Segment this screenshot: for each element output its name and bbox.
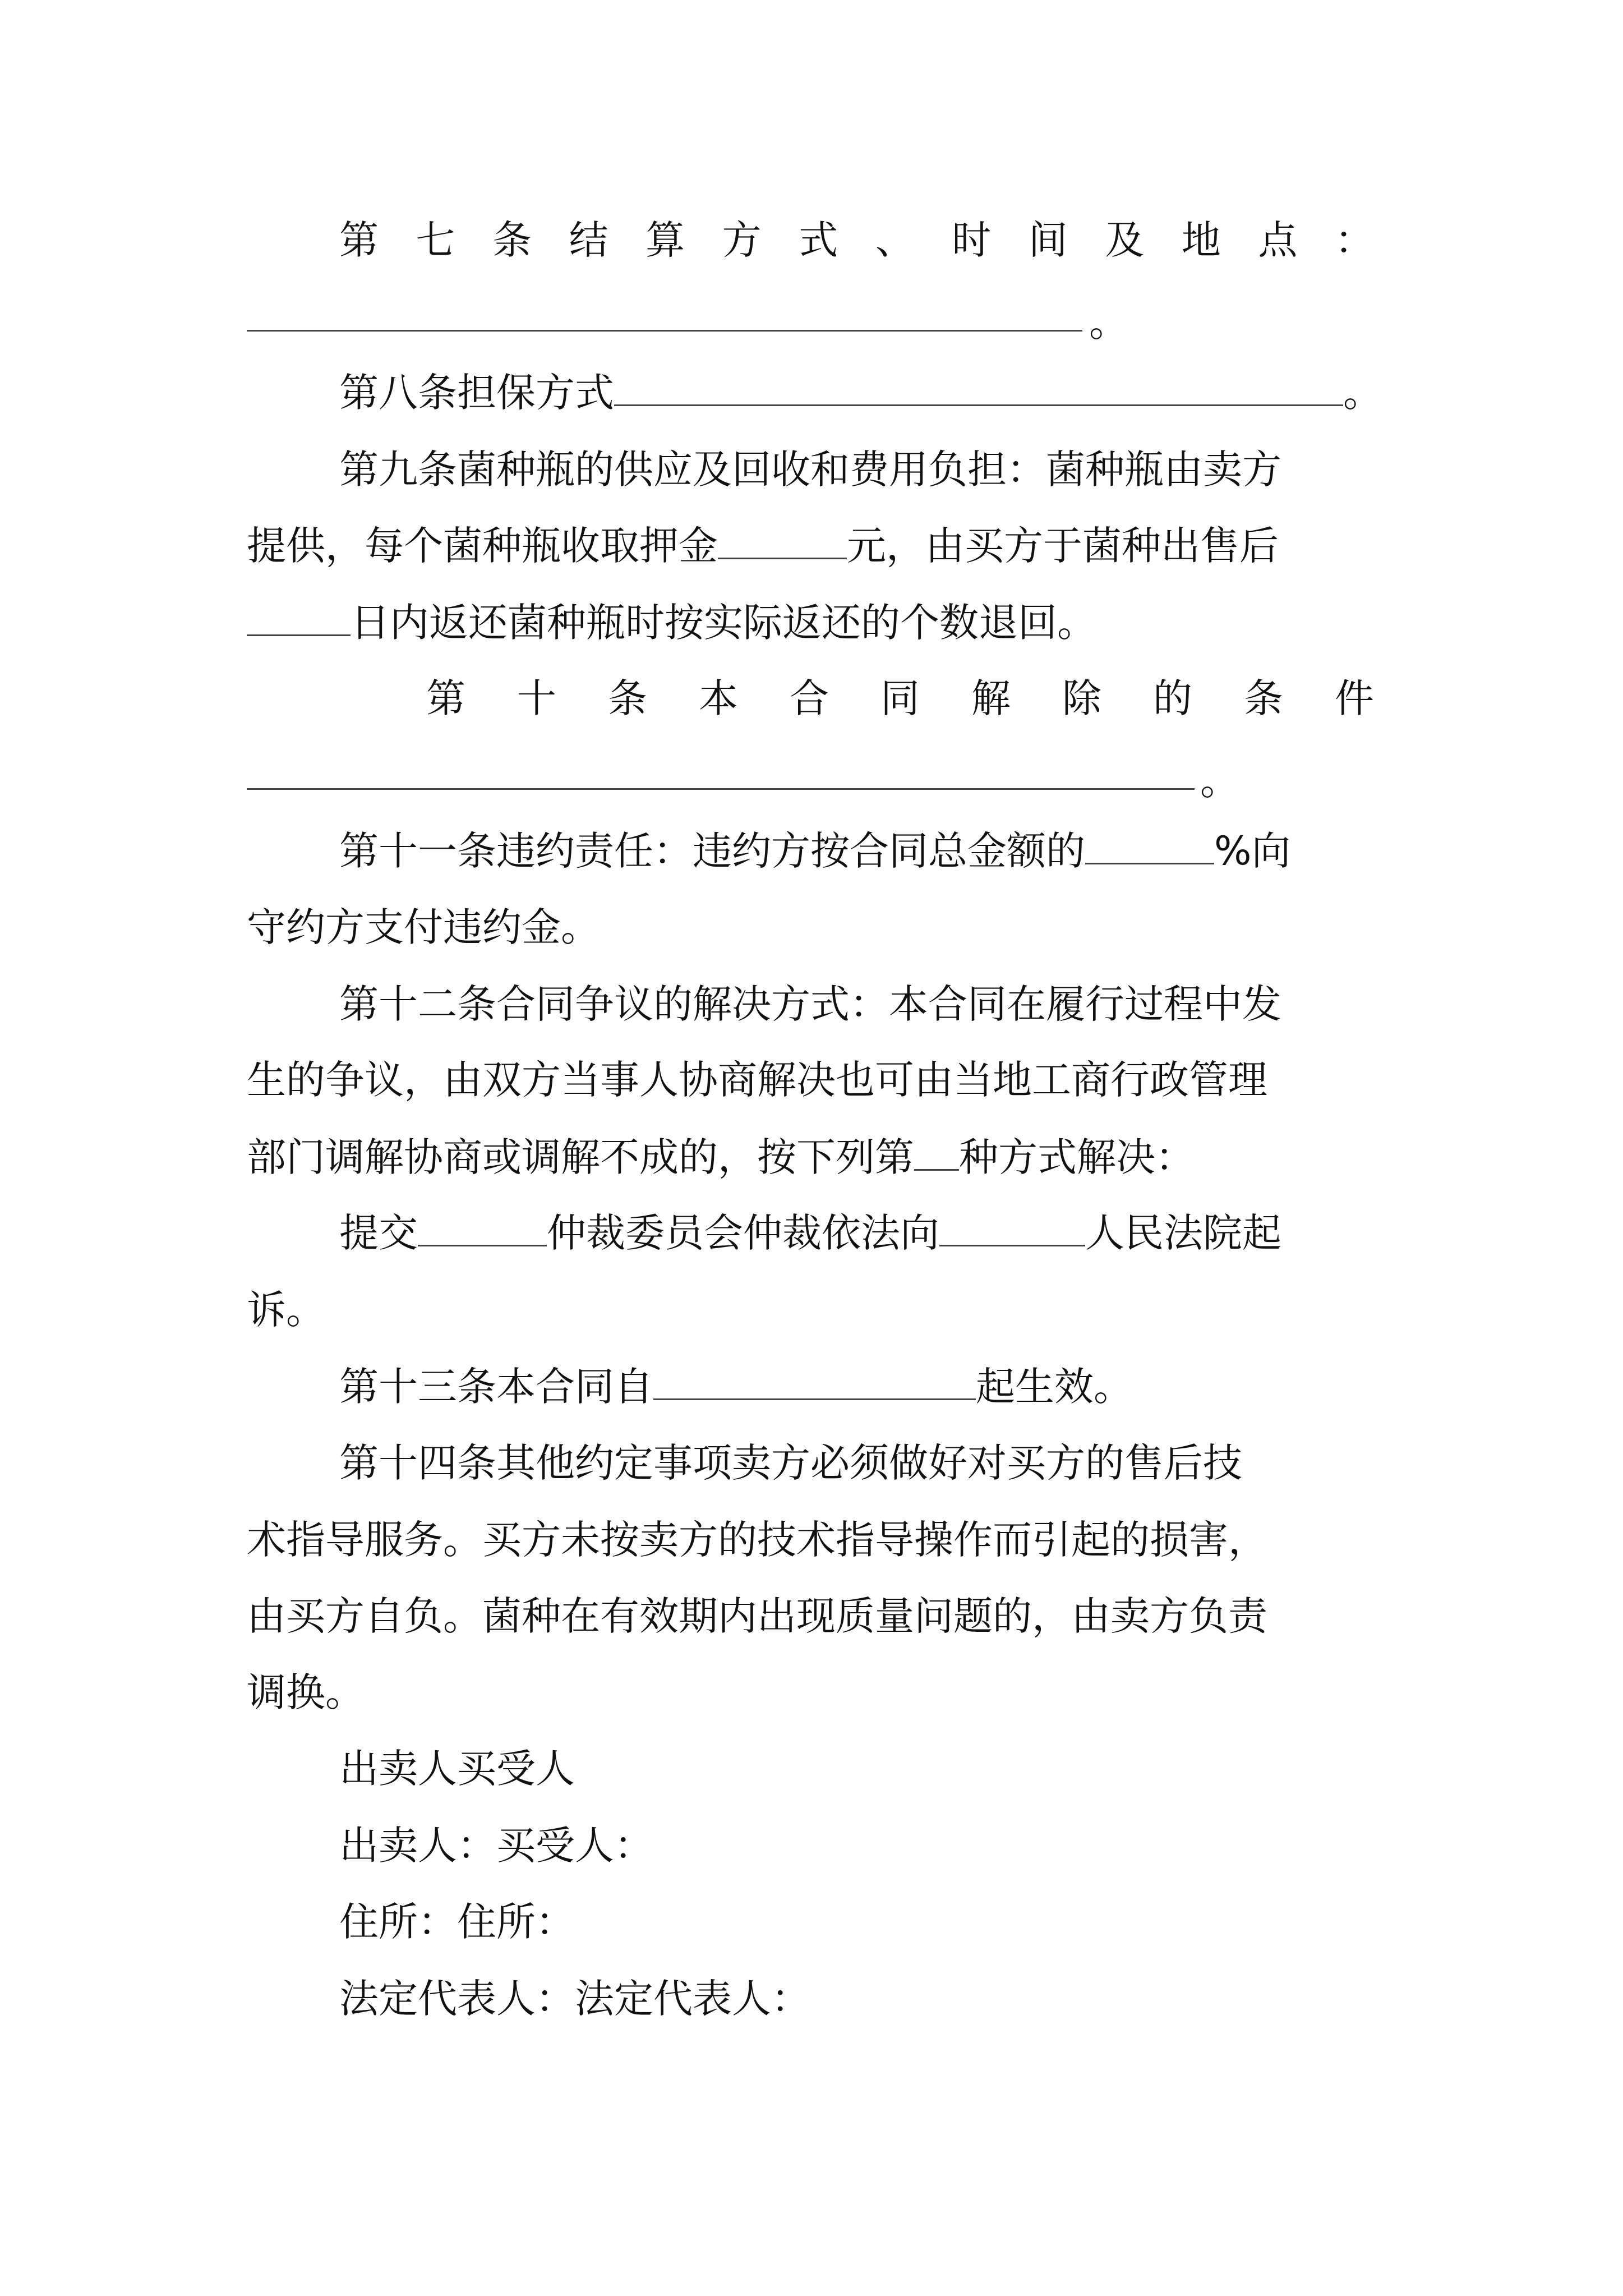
article-10-heading-char: 十 — [517, 675, 556, 721]
article-10-heading-char: 第 — [426, 675, 465, 721]
article-7-heading-char: 间 — [1028, 217, 1068, 263]
article-13-text-a: 第十三条本合同自 — [339, 1364, 653, 1410]
article-9-text-a: 提供，每个菌种瓶收取押金 — [247, 523, 718, 569]
article-12-line-5: 诉。 — [247, 1287, 325, 1333]
article-8-period: 。 — [1343, 370, 1382, 416]
article-11-line-2: 守约方支付违约金。 — [247, 904, 600, 950]
method-number-blank — [914, 1134, 959, 1171]
article-13-text-b: 起生效。 — [976, 1364, 1133, 1410]
article-7-heading-char: ： — [1334, 217, 1374, 263]
article-7-heading — [339, 215, 1374, 265]
article-12-text-e: 人民法院起 — [1085, 1210, 1281, 1256]
deposit-blank — [718, 523, 847, 559]
article-8-blank — [614, 370, 1343, 406]
article-11-text-a: 第十一条违约责任：违约方按合同总金额的 — [339, 828, 1085, 874]
article-12-line-3 — [247, 1132, 1374, 1182]
article-10-heading-char: 同 — [880, 675, 920, 721]
article-11-line-1 — [339, 826, 1374, 876]
article-10-period: 。 — [1200, 758, 1239, 804]
article-10-heading-char: 解 — [971, 675, 1011, 721]
article-7-blank — [247, 330, 1082, 332]
article-10-heading-char: 条 — [1244, 675, 1283, 721]
article-9-line-3 — [247, 597, 1374, 648]
article-14-line-4: 调换。 — [247, 1669, 365, 1715]
article-10-heading-char: 件 — [1335, 675, 1374, 721]
article-7-heading-char: 结 — [569, 217, 608, 263]
article-14-line-2: 术指导服务。买方未按卖方的技术指导操作而引起的损害， — [247, 1517, 1267, 1563]
article-7-heading-char: 七 — [416, 217, 455, 263]
penalty-percent-blank — [1085, 828, 1214, 864]
article-12-line-1: 第十二条合同争议的解决方式：本合同在履行过程中发 — [339, 981, 1281, 1027]
article-9-text-c: 日内返还菌种瓶时按实际返还的个数退回。 — [351, 600, 1096, 646]
article-10-heading-char: 条 — [608, 675, 647, 721]
article-7-heading-char: 方 — [722, 217, 762, 263]
article-7-heading-char: 第 — [339, 217, 379, 263]
article-8-label: 第八条担保方式 — [339, 370, 614, 416]
article-10-heading-char: 本 — [699, 675, 738, 721]
article-10-blank — [247, 788, 1195, 790]
signature-parties: 出卖人买受人 — [339, 1746, 575, 1792]
article-13 — [339, 1361, 1374, 1412]
article-10-heading-char: 的 — [1153, 675, 1192, 721]
article-9-line-2 — [247, 521, 1374, 571]
article-10-heading — [426, 673, 1374, 724]
article-14-line-3: 由买方自负。菌种在有效期内出现质量问题的，由卖方负责 — [247, 1593, 1267, 1639]
article-9-text-b: 元，由买方于菌种出售后 — [847, 523, 1279, 569]
arbitration-blank — [418, 1210, 547, 1246]
days-blank — [247, 600, 351, 636]
article-10-heading-char: 除 — [1062, 675, 1101, 721]
article-12-text-c: 提交 — [339, 1210, 418, 1256]
article-7-heading-char: 算 — [645, 217, 685, 263]
article-7-heading-char: 时 — [952, 217, 992, 263]
signature-address: 住所：住所： — [339, 1899, 575, 1945]
effective-date-blank — [653, 1364, 976, 1400]
signature-representative: 法定代表人：法定代表人： — [339, 1976, 810, 2022]
article-7-heading-char: 条 — [492, 217, 532, 263]
article-7-heading-char: 点 — [1258, 217, 1298, 263]
article-12-text-a: 部门调解协商或调解不成的，按下列第 — [247, 1134, 914, 1180]
article-12-text-d: 仲裁委员会仲裁依法向 — [547, 1210, 939, 1256]
article-7-heading-char: 及 — [1105, 217, 1145, 263]
article-10-heading-char: 合 — [790, 675, 829, 721]
article-7-heading-char: 地 — [1181, 217, 1221, 263]
court-blank — [939, 1210, 1085, 1246]
article-12-text-b: 种方式解决： — [959, 1134, 1195, 1180]
article-14-line-1: 第十四条其他约定事项卖方必须做好对买方的售后技 — [339, 1440, 1242, 1486]
article-7-heading-char: 、 — [875, 217, 915, 263]
article-12-line-4 — [339, 1208, 1374, 1258]
signature-names: 出卖人：买受人： — [339, 1823, 653, 1869]
article-7-heading-char: 式 — [799, 217, 838, 263]
article-11-text-b: %向 — [1214, 828, 1291, 874]
article-7-period: 。 — [1089, 300, 1128, 346]
article-12-line-2: 生的争议，由双方当事人协商解决也可由当地工商行政管理 — [247, 1057, 1267, 1103]
article-9-line-1: 第九条菌种瓶的供应及回收和费用负担：菌种瓶由卖方 — [339, 447, 1281, 493]
article-8 — [339, 367, 1461, 418]
